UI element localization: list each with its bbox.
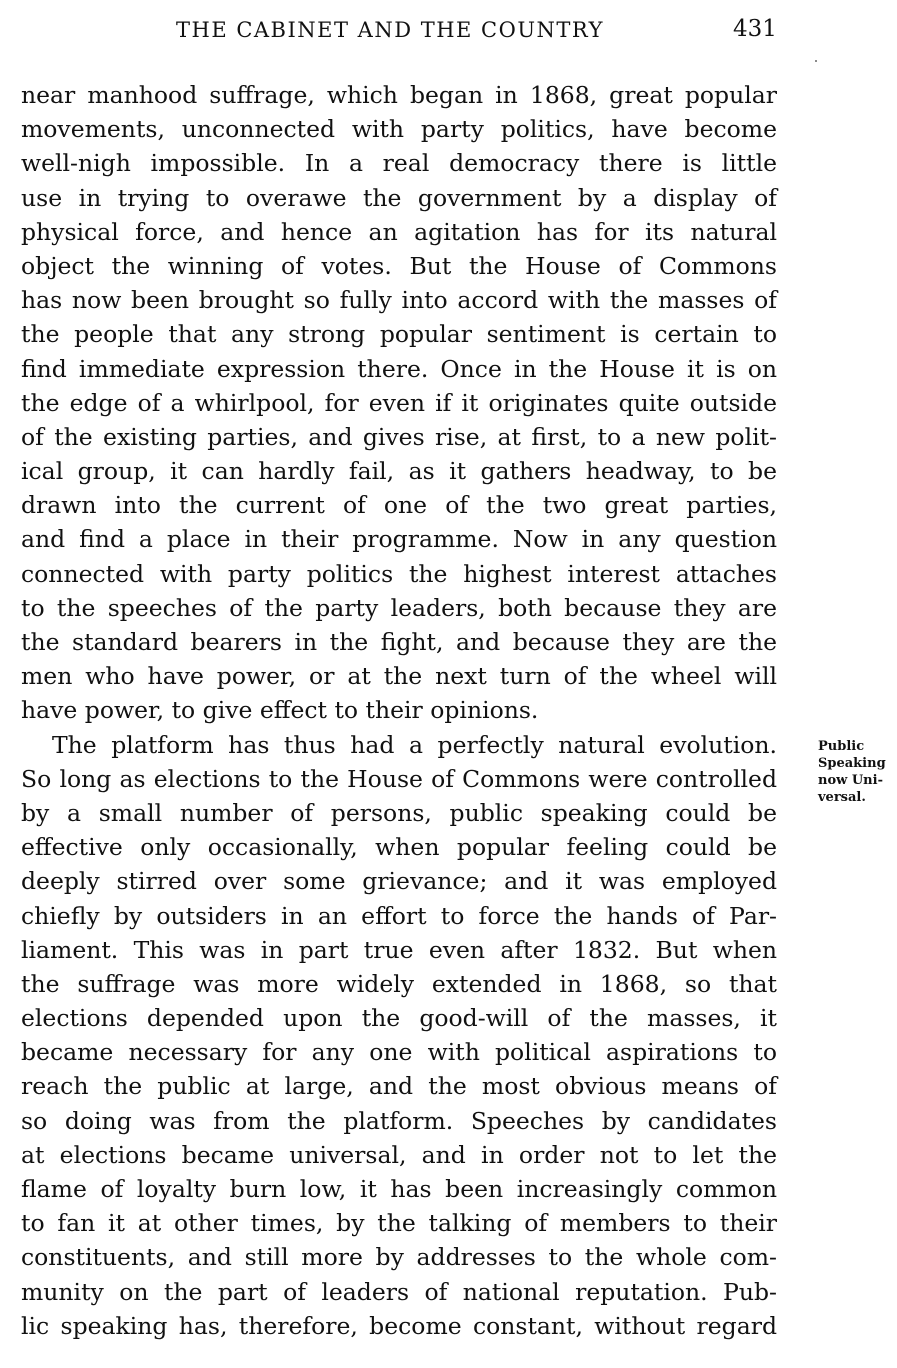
text-line: object the winning of votes. But the House of Commons <box>21 251 777 280</box>
text-line: liament. This was in part true even after 1832. But when <box>21 935 777 964</box>
text-line: to fan it at other times, by the talking of members to their <box>21 1209 777 1238</box>
text-line: lic speaking has, therefore, become constant, without regard <box>21 1311 777 1340</box>
text-line: elections depended upon the good-will of the masses, it <box>21 1004 777 1033</box>
text-line: drawn into the current of one of the two great parties, <box>21 491 777 520</box>
text-line: deeply stirred over some grievance; and it was employed <box>21 867 777 896</box>
text-line: movements, unconnected with party politics, have become <box>21 115 777 144</box>
text-line: find immediate expression there. Once in the House it is on <box>21 354 777 383</box>
text-line: reach the public at large, and the most obvious means of <box>21 1072 777 1101</box>
paragraph-start-line: The platform has thus had a perfectly natural evolution. <box>52 730 777 759</box>
text-line: effective only occasionally, when popular feeling could be <box>21 833 777 862</box>
text-line: to the speeches of the party leaders, both because they are <box>21 593 777 622</box>
scan-speck <box>815 60 817 62</box>
text-line: ical group, it can hardly fail, as it gathers headway, to be <box>21 457 777 486</box>
page-header <box>0 14 897 48</box>
text-line: constituents, and still more by addresses to the whole com- <box>21 1243 777 1272</box>
margin-note-line: now Uni- <box>818 773 883 788</box>
text-line: well-nigh impossible. In a real democracy there is little <box>21 149 777 178</box>
text-line: became necessary for any one with political aspirations to <box>21 1038 777 1067</box>
text-line: connected with party politics the highest interest attaches <box>21 559 777 588</box>
text-line: and find a place in their programme. Now in any question <box>21 525 777 554</box>
margin-note-line: versal. <box>818 790 866 805</box>
margin-note <box>818 738 894 806</box>
text-line: by a small number of persons, public speaking could be <box>21 798 777 827</box>
text-line: physical force, and hence an agitation has for its natural <box>21 217 777 246</box>
text-line: the suffrage was more widely extended in 1868, so that <box>21 969 777 998</box>
text-line: men who have power, or at the next turn of the wheel will <box>21 662 777 691</box>
text-line: of the existing parties, and gives rise, at first, to a new polit- <box>21 422 777 451</box>
text-line: the people that any strong popular sentiment is certain to <box>21 320 777 349</box>
text-line: has now been brought so fully into accord with the masses of <box>21 286 777 315</box>
text-line: near manhood suffrage, which began in 1868, great popular <box>21 81 777 109</box>
text-line: use in trying to overawe the government by a display of <box>21 183 777 212</box>
running-title: THE CABINET AND THE COUNTRY <box>176 18 604 42</box>
body-text <box>21 78 777 1343</box>
text-line: So long as elections to the House of Commons were controlled <box>21 764 777 793</box>
paragraph-end-line: have power, to give effect to their opinions. <box>21 696 539 725</box>
text-line: the edge of a whirlpool, for even if it originates quite outside <box>21 388 777 417</box>
page-number: 431 <box>733 16 777 42</box>
margin-note-line: Public <box>818 739 865 754</box>
text-line: so doing was from the platform. Speeches by candidates <box>21 1106 777 1135</box>
text-line: the standard bearers in the fight, and because they are the <box>21 628 777 656</box>
text-line: munity on the part of leaders of national reputation. Pub- <box>21 1277 777 1306</box>
margin-note-line: Speaking <box>818 756 886 771</box>
text-line: at elections became universal, and in order not to let the <box>21 1140 777 1169</box>
text-line: flame of loyalty burn low, it has been increasingly common <box>21 1175 777 1203</box>
text-line: chiefly by outsiders in an effort to force the hands of Par- <box>21 901 777 930</box>
